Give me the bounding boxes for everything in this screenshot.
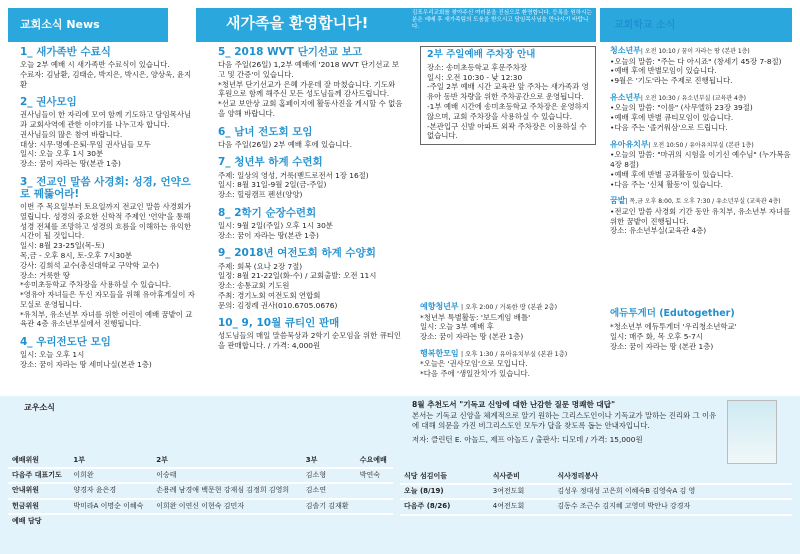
welcome-title: 새가족을 환영합니다! (226, 14, 369, 32)
youth-block (420, 302, 596, 342)
duty-cell: 다음주 대표기도 (8, 468, 69, 483)
news-item-line: 주제: 회복 (요나 2장 7절) (218, 261, 303, 271)
school-group-line: •오늘의 말씀: "주는 다 아시죠" (창세기 45장 7-8절) (610, 56, 782, 66)
meal-row (400, 499, 792, 514)
school-group-name: 청소년부 (610, 46, 641, 55)
school-groups (610, 46, 792, 236)
duty-cell: 김소형 (302, 468, 356, 483)
news-item-title: 3_ 전교인 말씀 사경회: 성경, 언약으로 꿰뚫어라! (20, 176, 191, 201)
book-description: 본서는 기독교 신앙을 체계적으로 알기 원하는 그리스도인이나 기독교가 말하는 진리와 그 이유에 대해 의문을 가진 비그리스도인 모두가 답을 찾도록 돕는 안내자입니다. (412, 411, 717, 430)
happy-time: | 오후 1:30 / 유아유치부실 (본관 1층) (461, 350, 568, 358)
duty-header-cell: 수요예배 (356, 454, 393, 468)
school-group-line: •예배 후에 반별 큐티모임이 있습니다. (610, 113, 734, 123)
column-2 (218, 46, 403, 358)
news-item (218, 317, 403, 351)
edu-title: 에듀투게더 (Edutogether) (610, 308, 735, 320)
welcome-header (196, 8, 400, 42)
news-item-line: 일시: 8월 23-25일(목-토) (20, 241, 105, 251)
school-group-time: | 오전 10:30 / 유소년부실 (교육관 4층) (640, 94, 746, 102)
meal-row (400, 484, 792, 499)
news-item (20, 96, 195, 169)
news-item-line: 문의: 김정례 권사(010.6705.0676) (218, 300, 338, 310)
members-news-title: 교우소식 (24, 403, 55, 412)
school-group-header (610, 140, 792, 151)
meal-cell: 김동수 조근수 김지혜 고영미 박안나 강경자 (553, 499, 792, 514)
text-line: 장소: 송미초등학교 후문주차장 (427, 62, 528, 72)
duty-row (8, 468, 393, 483)
school-group-name: 꿈밭 (610, 196, 626, 206)
book-meta: 저자: 클린턴 E. 아놀드, 제프 아놀드 / 출판사: 디모데 / 가격: 15,000원 (412, 434, 643, 444)
text-line: 일시: 오늘 3부 예배 후 (420, 322, 494, 332)
book-recommendation (412, 400, 722, 444)
news-item-title: 4_ 우리전도단 모임 (20, 336, 111, 349)
duty-cell: 박연숙 (356, 468, 393, 483)
news-item-title: 2_ 권사모임 (20, 96, 77, 109)
meal-header-cell: 식사정리봉사 (553, 470, 792, 484)
text-line: *다음 주에 '생일잔치'가 있습니다. (420, 369, 530, 379)
duty-cell (356, 483, 393, 498)
news-item-title: 1_ 새가족반 수료식 (20, 46, 111, 58)
text-line: -1부 예배 시간에 송미초등학교 주차장은 운영하지 않으며, 교회 주차장을 사용하실 수 있습니다. (427, 101, 589, 121)
news-item-title: 7_ 청년부 하계 수련회 (218, 156, 323, 169)
news-item (218, 46, 403, 119)
news-item-title: 6_ 남녀 전도회 모임 (218, 125, 313, 138)
news-item-line: 일시: 오늘 오후 1시 30분 (20, 149, 104, 159)
news-item-line: 일시: 8월 31일-9월 2일(금-주일) (218, 180, 327, 190)
news-item-line: 장소: 꿈이 자라는 땅 세미나실(본관 1층) (20, 359, 152, 369)
school-group-line: •오늘의 말씀: "마귀의 시험을 이기신 예수님" (누가복음 4장 8절) (610, 150, 791, 169)
school-group (610, 140, 792, 190)
news-item-line: *청년부 단기선교가 은혜 가운데 잘 마쳤습니다. 기도와 후원으로 함께 해주신 모든 성도님들께 감사드립니다. (218, 79, 396, 99)
duty-table (8, 454, 393, 528)
text-line: -주일 2부 예배 시간 교육관 앞 주차는 새가족과 영유아 동반 차량을 위한 주차공간으로 운영됩니다. (427, 82, 589, 102)
news-item-line: 수료자: 김남환, 김태순, 박지은, 박시은, 양상욱, 윤지환 (20, 69, 192, 89)
duty-cell (356, 499, 393, 514)
duty-header-cell: 예배위원 (8, 454, 69, 468)
news-item-title: 8_ 2학기 순장수련회 (218, 206, 317, 219)
news-item-line: 주최: 경기노회 여전도회 연합회 (218, 290, 321, 300)
duty-cell: 손용례 남경애 백문현 강재심 김정희 김영희 (152, 483, 302, 498)
duty-header-cell: 3부 (302, 454, 356, 468)
news-item-line: 일시: 9월 2일(주일) 오후 1시 30분 (218, 220, 333, 230)
duty-cell: 이승태 (152, 468, 302, 483)
duty-cell: 이희완 이연신 이현숙 김민자 (152, 499, 302, 514)
column-4 (610, 20, 792, 351)
meal-header-row (400, 470, 792, 484)
school-group-name: 유아유치부 (610, 139, 649, 149)
news-item-line: 다음 주일(26일) 1,2부 예배에 '2018 WVT 단기선교 보고 및 간증'이 있습니다. (218, 60, 400, 79)
news-item-line: 일시: 오늘 오후 1시 (20, 350, 85, 360)
school-group-time: | 오전 10:10 / 꿈이 자라는 땅 (본관 1층) (640, 48, 750, 55)
duty-cell: 김소연 (302, 483, 356, 498)
happy-block (420, 349, 596, 379)
news-header (8, 8, 168, 42)
duty-cell: 안내위원 (8, 483, 69, 498)
meal-cell: 오늘 (8/19) (400, 484, 489, 499)
school-group-line: •전교인 말씀 사경회 기간 동안 유치부, 유소년부 자녀를 위한 꿈밭이 진행됩니다. (610, 206, 791, 226)
news-item (218, 247, 403, 310)
news-item-line: *선교 보안상 교회 홈페이지에 활동사진을 게시할 수 없음을 양해 바랍니다. (218, 99, 403, 118)
meal-cell: 다음주 (8/26) (400, 499, 489, 514)
duty-cell: 박미라A 이명순 이혜숙 (69, 499, 152, 514)
column-3 (420, 46, 596, 386)
column-1 (20, 46, 195, 377)
school-title: 교회학교 소식 (614, 20, 676, 31)
happy-lines (420, 359, 596, 379)
text-line: 장소: 꿈이 자라는 땅 (본관 1층) (420, 332, 524, 342)
duty-cell: 양경자 윤은경 (69, 483, 152, 498)
meal-header-cell: 식사준비 (489, 470, 554, 484)
news-item-line: 강사: 김희석 교수(총신대학교 구약학 교수) (20, 260, 160, 270)
meal-table (400, 470, 792, 516)
duty-row (8, 483, 393, 498)
happy-title: 행복한모임 (420, 348, 459, 358)
news-item-line: *유치부, 유소년부 자녀를 위한 어린이 예배 꿈밭이 교육관 4층 유소년부실에서 진행됩니다. (20, 309, 193, 329)
meal-cell: 3여전도회 (489, 484, 554, 499)
news-item (218, 156, 403, 199)
duty-header-cell: 2부 (152, 454, 302, 468)
news-item-line: *영유아 자녀들은 두신 자모들을 위해 유아휴게실이 자모실로 운영됩니다. (20, 290, 195, 309)
text-line: 일시: 매주 화, 목 오후 5-7시 (610, 331, 703, 341)
school-group-time: | 오전 10:50 / 유아유치부실 (본관 1층) (648, 141, 754, 149)
news-item-line: 성도님들의 매일 말씀묵상과 2학기 순모임을 위한 큐티인을 판매합니다. / 가격: 4,000원 (218, 331, 402, 351)
text-line: *청년부 특별활동: '보드게임 배틀' (420, 312, 531, 322)
school-group-header (610, 93, 792, 104)
news-item-line: 일정: 8월 21-22일(화-수) / 교회출발: 오전 11시 (218, 271, 377, 281)
news-item (20, 336, 195, 370)
news-item-line: 장소: 꿈이 자라는 땅(본관 1층) (20, 159, 121, 169)
meal-header-cell: 식당 섬김이들 (400, 470, 489, 484)
news-item-line: 장소: 송통교회 기도원 (218, 281, 290, 291)
news-item (218, 126, 403, 150)
duty-cell: 이희완 (69, 468, 152, 483)
news-item-title: 5_ 2018 WVT 단기선교 보고 (218, 46, 363, 58)
news-item-title: 10_ 9, 10월 큐티인 판매 (218, 317, 340, 330)
school-group-header (610, 196, 792, 207)
book-title: 8월 추천도서 "기독교 신앙에 대한 난감한 질문 명쾌한 대답" (412, 400, 616, 409)
news-item-line: 대상: 시무·명예·은퇴·무임 권사님들 모두 (20, 139, 151, 149)
news-item-line: 장소: 힐링캠프 펜션(양양) (218, 190, 303, 200)
parking-lines (427, 63, 589, 141)
duty-side-label-row (8, 514, 393, 528)
duty-header-row (8, 454, 393, 468)
school-group (610, 93, 792, 133)
news-item-line: 다음 주일(26일) 2부 예배 후에 있습니다. (218, 139, 352, 149)
duty-cell: 헌금위원 (8, 499, 69, 514)
news-item-line: 오늘 2부 예배 시 새가족반 수료식이 있습니다. (20, 60, 170, 70)
edu-lines (610, 322, 792, 351)
school-group-header (610, 46, 792, 57)
school-group (610, 196, 792, 236)
duty-header-cell: 1부 (69, 454, 152, 468)
school-group-line: •예배 후에 반별 공과활동이 있습니다. (610, 169, 734, 179)
text-line: -본관입구 신발 아파트 외곽 주차장은 이용하실 수 없습니다. (427, 121, 587, 141)
news-item (20, 46, 195, 89)
duty-row (8, 499, 393, 514)
parking-title: 2부 주일예배 주차장 안내 (427, 49, 536, 60)
news-item-line: 권사님들의 많은 참여 바랍니다. (20, 129, 123, 139)
welcome-message: 김포우리교회를 찾아주신 여러분을 진심으로 환영합니다. 등록을 원하시는 분은 예배 후 새가족팀의 도움을 받으시고 담임목사님을 만나시기 바랍니다. (400, 8, 596, 42)
school-group-time: | 목,금 오후 8:00, 토 오후 7:30 / 유소년부실 (교육관 4층) (625, 198, 781, 206)
school-group-name: 유소년부 (610, 92, 641, 102)
school-group-line: •오늘의 말씀: "이름" (사무엘하 23장 39절) (610, 103, 753, 113)
duty-side-label: 예배 담당 (12, 516, 42, 525)
meal-cell: 김성우 정대성 고은희 이혜숙B 김영숙A 김 영 (553, 484, 792, 499)
youth-title: 예향청년부 (420, 302, 459, 312)
news-item-line: 장소: 꿈이 자라는 땅(본관 1층) (218, 230, 319, 240)
news-item-line: *송미초등학교 주차장을 사용하실 수 있습니다. (20, 280, 172, 290)
news-item-line: 권사님들이 한 자리에 모여 함께 기도하고 담임목사님과 교회사역에 관한 이야기를 나누고자 합니다. (20, 110, 192, 130)
school-group (610, 46, 792, 86)
news-item-title: 9_ 2018년 여전도회 하계 수양회 (218, 247, 376, 260)
news-item (218, 207, 403, 241)
meal-cell: 4여전도회 (489, 499, 554, 514)
school-group-line: •다음 주는 '졸거워삼'으로 드립니다. (610, 122, 728, 132)
parking-box (420, 46, 596, 145)
school-group-line: •예배 후에 반별모임이 있습니다. (610, 66, 717, 76)
school-group-line: 장소: 유소년부실(교육관 4층) (610, 226, 707, 236)
text-line: *청소년부 에듀투게더 '우리청소년학교' (610, 322, 737, 332)
news-title: 교회소식 News (20, 18, 100, 31)
news-item-line: 주제: 일상의 영성, 거룩(벧드로전서 1장 16절) (218, 170, 369, 180)
news-item-line: 목,금 - 오후 8시, 토-오후 7시30분 (20, 250, 132, 260)
school-group-line: •다음 주는 '신체 활동'이 있습니다. (610, 179, 723, 189)
book-cover-image (727, 400, 777, 464)
youth-lines (420, 313, 596, 342)
text-line: 장소: 꿈이 자라는 땅 (본관 1층) (610, 341, 714, 351)
school-group-line: •9월은 '기도'라는 주제로 진행됩니다. (610, 76, 733, 86)
text-line: 일시: 오전 10:30 - 낮 12:30 (427, 72, 523, 82)
text-line: *오늘은 '권사모임'으로 모입니다. (420, 359, 528, 369)
news-item (20, 176, 195, 329)
news-item-line: 장소: 거룩한 땅 (20, 270, 71, 280)
duty-cell: 김솔기 김재환 (302, 499, 356, 514)
youth-time: | 오후 2:00 / 거룩한 땅 (본관 2층) (461, 304, 558, 312)
news-item-line: 이번 주 목요일부터 토요일까지 전교인 말씀 사경회가 열립니다. 성경의 중요한 신학적 주제인 '언약'을 통해 성경 전체를 조망하고 성경의 흐름을 이해하는 유익한 시간이 될 것입니다. (20, 202, 192, 241)
